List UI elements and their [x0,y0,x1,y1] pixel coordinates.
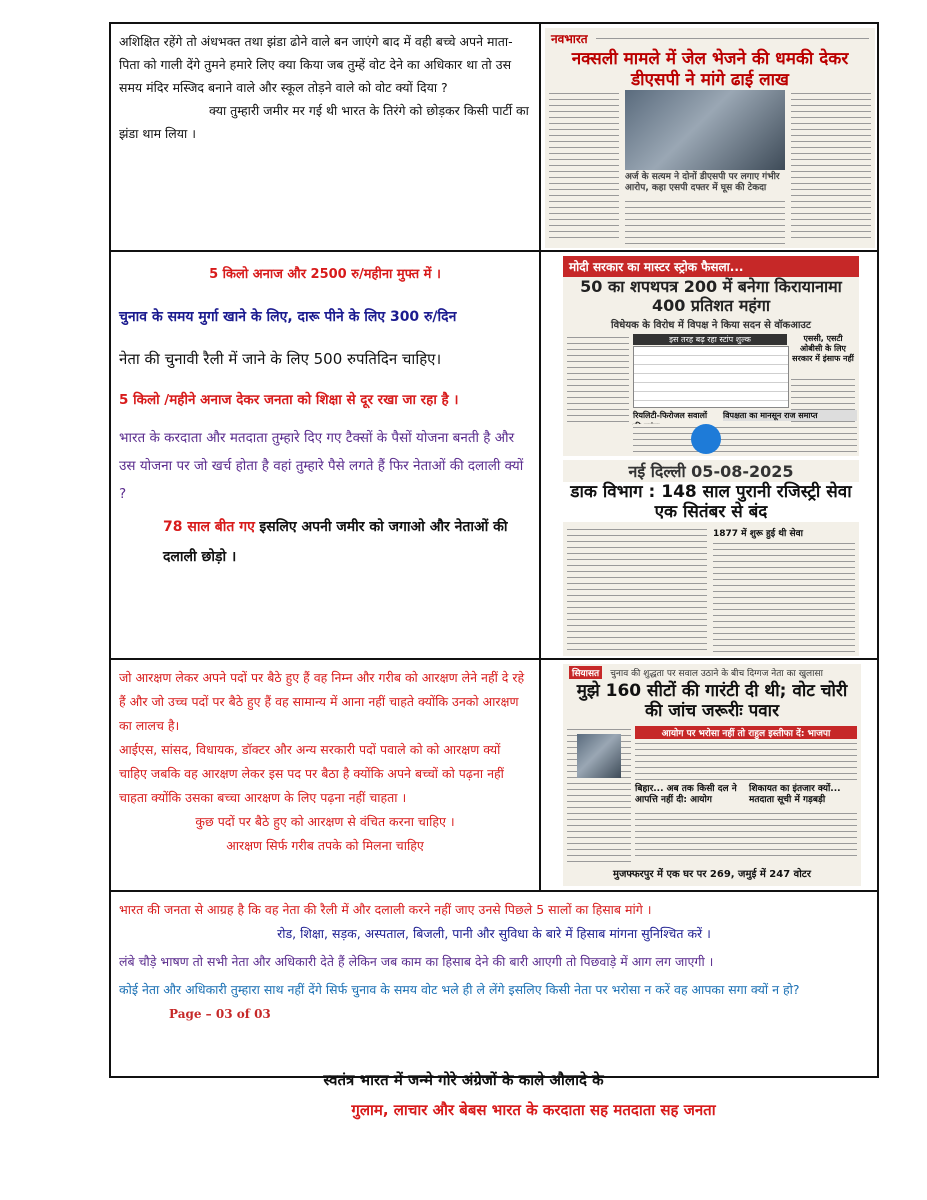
election-chicken-line: चुनाव के समय मुर्गा खाने के लिए, दारू पीने के लिए 300 रु/दिन [119,309,457,325]
pawar-photo [577,734,621,778]
stamp-lower-left: रियलिटी-फिरोजल सवालों [633,411,708,420]
reservation-paragraph: जो आरक्षण लेकर अपने पदों पर बैठे हुए हैं वह निम्न और गरीब को आरक्षण लेने नहीं दे रहे हैं और जो उच्च पदों पर बैठे हुए हैं वह सामान्य में आना नहीं चाहते क्योंकि उनको आरक्षण का लालच है। [119,670,525,733]
stamp-subhead: विधेयक के विरोध में विपक्ष ने किया सदन से वॉकआउट [611,320,811,331]
footer-line-2: गुलाम, लाचार और बेबस भारत के करदाता सह मतदाता सह जनता [351,1101,716,1119]
pawar-bottom: मुजफ्फरपुर में एक घर पर 269, जमुई में 247 वोटर [567,866,857,880]
appeal-line-1: भारत की जनता से आग्रह है कि वह नेता की रैली में और दलाली करने नहीं जाए उनसे पिछले 5 सालों का हिसाब मांगे । [119,902,652,917]
content-grid [109,22,879,1078]
news-photo [625,90,785,170]
stamp-duty-table [633,346,789,408]
document-page [109,22,877,1078]
stamp-lower-right: विपक्षता का मानसून राज समाप्त [723,410,857,421]
newspaper-clipping-stamp [563,256,859,456]
newspaper-clipping-naxal [545,28,875,248]
pawar-sub2: शिकायत का इंतजार क्यों... मतदाता सूची में गड़बड़ी [749,784,841,805]
newspaper-clipping-post [563,460,859,656]
newspaper-clipping-pawar [563,664,861,886]
page-number: Page – 03 of 03 [169,1007,271,1021]
reservation-paragraph-2: आईएस, सांसद, विधायक, डॉक्टर और अन्य सरकारी पदों पवाले को को आरक्षण क्यों चाहिए जबकि वह आरक्षण लेकर इस पद पर बैठा है क्योंकि अपने बच्चों को पढ़ना नहीं चाहता क्योंकि उसका बच्चा आरक्षण के लिए पढ़ना नहीं चाहता । [119,742,504,805]
row1-paragraph: अशिक्षित रहेंगे तो अंधभक्त तथा झंडा ढोने वाले बन जाएंगे बाद में वही बच्चे अपने माता-पिता को गाली देंगे तुमने हमारे लिए क्या किया जब तुम्हें वोट देने का अधिकार था तो उस समय मंदिर मस्जिद बनाने वाले और स्कूल तोड़ने वाले को वोट क्यों दिया ? [119,34,513,95]
row2-news-cell [540,251,878,659]
appeal-line-4-text: कोई नेता और अधिकारी तुम्हारा साथ नहीं देंगे सिर्फ चुनाव के समय वोट भले ही ले लेंगे इसलिए किसी नेता पर भरोसा न करें वह आपका सगा क्यों न हो? [119,982,800,997]
news-masthead [545,28,875,49]
row2-text-cell [110,251,540,659]
appeal-line-3: लंबे चौड़े भाषण तो सभी नेता और अधिकारी देते हैं लेकिन जब काम का हिसाब देने की बारी आएगी तो पिछवाड़े में आग लग जाएगी । [119,954,714,969]
post-box: 1877 में शुरू हुई थी सेवा [713,529,803,539]
pawar-headline: मुझे 160 सीटों की गारंटी दी थी; वोट चोरी की जांच जरूरीः पवार [576,681,848,721]
row1-news-clip [540,23,878,251]
paper-name: नवभारत [551,32,588,46]
appeal-line-2: रोड, शिक्षा, सड़क, अस्पताल, बिजली, पानी और सुविधा के बारे में हिसाब मांगना सुनिश्चित करें । [277,926,711,941]
row4-appeal-cell [110,891,878,1077]
reservation-line-2: आरक्षण सिर्फ गरीब तपके को मिलना चाहिए [226,838,424,853]
footer-line-1: स्वतंत्र भारत में जन्मे गोरे अंग्रेजों के काले औलादे के [323,1071,604,1089]
row3-text-cell [110,659,540,891]
post-city-date: नई दिल्ली 05-08-2025 [628,462,794,481]
wake-up-line [119,512,531,572]
pawar-tag: सियासत [569,666,602,679]
years-passed: 78 साल बीत गए [163,519,255,535]
taxpayer-line: भारत के करदाता और मतदाता तुम्हारे दिए गए टैक्सों के पैसों योजना बनती है और उस योजना पर जो खर्च होता है वहां तुम्हारे पैसे लगते हैं फिर नेताओं की दलाली क्यों ? [119,430,524,502]
pawar-box: आयोग पर भरोसा नहीं तो राहुल इस्तीफा दें: भाजपा [635,726,857,739]
rally-payment-line: नेता की चुनावी रैली में जाने के लिए 500 रुपतिदिन चाहिए। [119,350,442,368]
row1-text-cell [110,23,540,251]
pawar-sub1: बिहार... अब तक किसी दल ने आपत्ति नहीं दी: आयोग [635,784,737,805]
pawar-masthead [563,664,861,681]
stamp-side-box: एससी, एसटी ओबीसी के लिए सरकार में इंसाफ नहीं [792,334,854,363]
stamp-banner: मोदी सरकार का मास्टर स्ट्रोक फैसला... [563,256,859,277]
education-line: 5 किलो /महीने अनाज देकर जनता को शिक्षा से दूर रखा जा रहा है । [119,392,459,408]
appeal-line-4 [119,978,869,1026]
wake-up-text: इसलिए अपनी जमीर को जगाओ और नेताओं की दलाली छोड़ो । [163,519,508,565]
like-icon [691,424,721,454]
row3-news-cell [540,659,878,891]
stamp-headline: 50 का शपथपत्र 200 में बनेगा किरायानामा 400 प्रतिशत महंगा [580,277,842,315]
free-grain-line: 5 किलो अनाज और 2500 रु/महीना मुफ्त में । [209,267,441,282]
stamp-table-title: इस तरह बढ़ रहा स्टांप शुल्क [633,334,787,345]
pawar-kicker: चुनाव की शुद्धता पर सवाल उठाने के बीच दिग्गज नेता का खुलासा [610,669,823,679]
reservation-line-1: कुछ पदों पर बैठे हुए को आरक्षण से वंचित करना चाहिए । [195,814,455,829]
news-photo-caption: अर्ज के सत्यम ने दोनों डीएसपी पर लगाए गंभीर आरोप, कहा एसपी दफ्तर में घूस की टेकदा [625,172,780,193]
post-headline: डाक विभाग : 148 साल पुरानी रजिस्ट्री सेवा एक सितंबर से बंद [563,482,859,522]
row1-paragraph-2: क्या तुम्हारी जमीर मर गई थी भारत के तिरंगे को छोड़कर किसी पार्टी का झंडा थाम लिया । [119,103,529,141]
news-headline: नक्सली मामले में जेल भेजने की धमकी देकर डीएसपी ने मांगे ढाई लाख [571,49,849,90]
